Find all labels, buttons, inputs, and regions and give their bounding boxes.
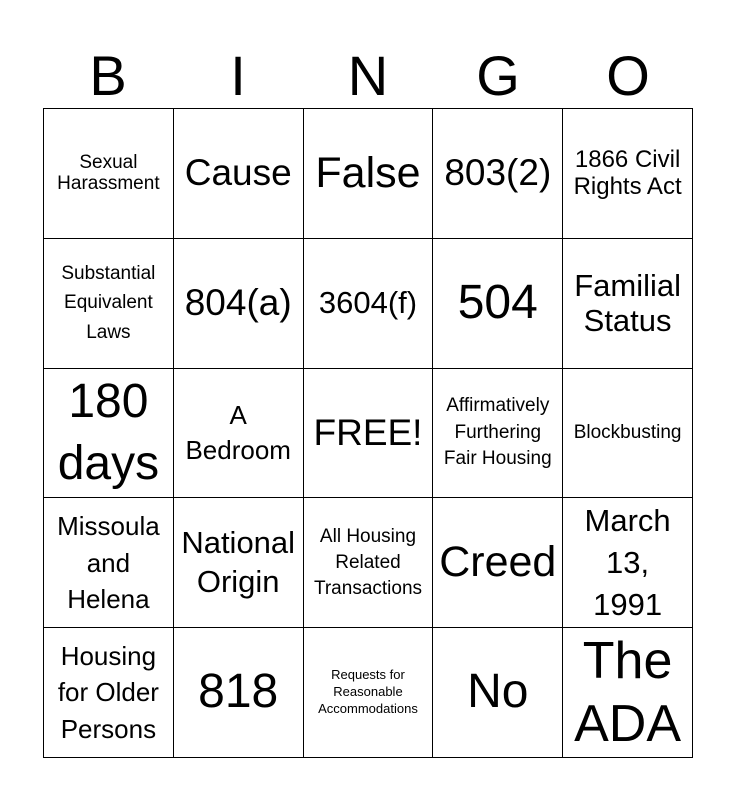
bingo-cell[interactable] — [304, 109, 434, 239]
cell-text: Missoula and Helena — [57, 511, 160, 614]
bingo-cell[interactable] — [174, 109, 304, 239]
bingo-cell[interactable] — [44, 498, 174, 628]
cell-text: March 13, 1991 — [584, 503, 671, 622]
cell-text: 180 days — [57, 374, 160, 490]
bingo-cell[interactable] — [563, 628, 693, 758]
bingo-cell[interactable] — [44, 239, 174, 369]
free-space-text: FREE! — [313, 411, 423, 453]
bingo-cell[interactable] — [44, 628, 174, 758]
bingo-cell[interactable] — [563, 369, 693, 499]
bingo-board — [43, 108, 693, 758]
header-letter-n: N — [347, 44, 389, 107]
header-letter-o: O — [606, 44, 650, 107]
cell-text: No — [467, 665, 529, 719]
cell-text: Affirmatively Furthering Fair Housing — [443, 395, 552, 470]
cell-text: 818 — [198, 665, 279, 719]
bingo-cell[interactable] — [174, 369, 304, 499]
bingo-cell[interactable] — [44, 109, 174, 239]
header-letter-b: B — [89, 44, 127, 107]
bingo-cell[interactable] — [304, 498, 434, 628]
bingo-cell[interactable] — [563, 239, 693, 369]
cell-text: Creed — [439, 538, 557, 587]
cell-text: False — [315, 148, 421, 197]
cell-text: 1866 Civil Rights Act — [573, 145, 682, 201]
cell-text: Housing for Older Persons — [57, 641, 159, 744]
bingo-cell[interactable] — [174, 498, 304, 628]
bingo-header — [43, 44, 693, 108]
cell-text: Familial Status — [574, 267, 681, 339]
bingo-cell[interactable] — [44, 369, 174, 499]
cell-text: Requests for Reasonable Accommodations — [318, 667, 418, 717]
cell-text: Sexual Harassment — [57, 151, 160, 195]
bingo-cell[interactable] — [563, 498, 693, 628]
cell-text: Blockbusting — [573, 422, 682, 444]
free-space-cell[interactable] — [304, 369, 434, 499]
bingo-cell[interactable] — [563, 109, 693, 239]
cell-text: Cause — [184, 152, 292, 194]
bingo-cell[interactable] — [174, 239, 304, 369]
header-letter-g: G — [476, 44, 520, 107]
cell-text: All Housing Related Transactions — [313, 526, 423, 599]
cell-text: The ADA — [574, 632, 682, 753]
cell-text: Substantial Equivalent Laws — [61, 263, 156, 343]
bingo-cell[interactable] — [433, 628, 563, 758]
bingo-cell[interactable] — [433, 498, 563, 628]
cell-text: National Origin — [181, 525, 296, 599]
cell-text: 504 — [457, 276, 538, 329]
bingo-cell[interactable] — [174, 628, 304, 758]
bingo-cell[interactable] — [304, 239, 434, 369]
bingo-cell[interactable] — [433, 239, 563, 369]
cell-text: 3604(f) — [318, 285, 418, 321]
cell-text: A Bedroom — [185, 399, 291, 465]
header-letter-i: I — [230, 44, 246, 107]
bingo-cell[interactable] — [304, 628, 434, 758]
bingo-cell[interactable] — [433, 369, 563, 499]
bingo-cell[interactable] — [433, 109, 563, 239]
cell-text: 804(a) — [184, 281, 292, 323]
cell-text: 803(2) — [444, 152, 552, 194]
